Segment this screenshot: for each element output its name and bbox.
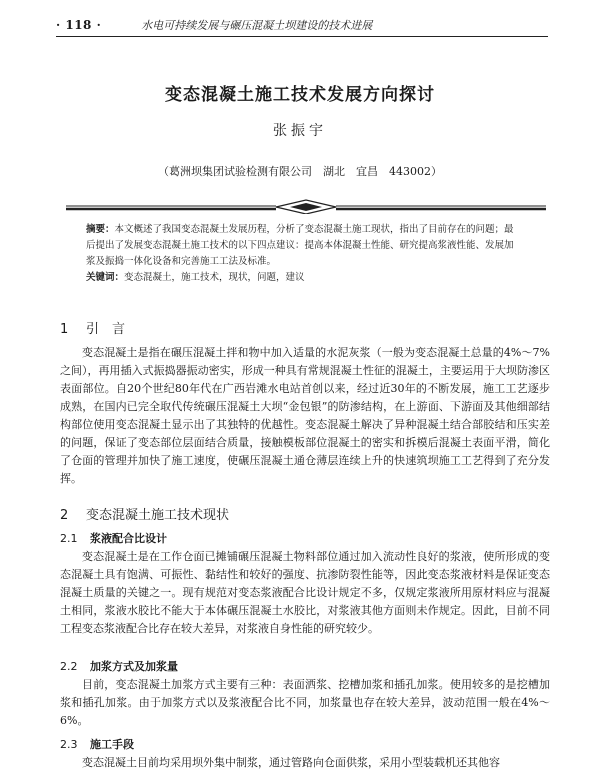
- subsection-heading: [60, 530, 167, 546]
- ornamental-divider: [66, 198, 546, 214]
- subsection-number: 2.3: [60, 738, 78, 751]
- subsection-heading: [60, 736, 134, 752]
- abstract: [86, 222, 522, 270]
- abstract-block: [86, 222, 522, 286]
- article-author: 张振宇: [273, 123, 327, 139]
- section-number: 2: [60, 508, 69, 523]
- subsection-paragraph: 变态混凝土目前均采用坝外集中制浆，通过管路向仓面供浆，采用小型装载机还其他容: [82, 756, 500, 769]
- header-rule: [56, 36, 548, 37]
- subsection-title: 施工手段: [90, 738, 134, 751]
- subsection-number: 2.2: [60, 660, 78, 673]
- article-title: 变态混凝土施工技术发展方向探讨: [165, 85, 435, 105]
- section-heading: [60, 318, 125, 337]
- subsection-heading: [60, 658, 178, 674]
- author-affiliation: （葛洲坝集团试验检测有限公司 湖北 宜昌 443002）: [158, 165, 442, 178]
- section-paragraph: 变态混凝土是指在碾压混凝土拌和物中加入适量的水泥灰浆（一般为变态混凝土总量的4%～7%之间），再用插入式振捣器振动密实，形成一种具有常规混凝土性征的混凝土，主要运用于大坝防渗区表面部位。自20个世纪80年代在广西岩滩水电站首创以来，经过近30年的不断发展，施工工艺逐步成熟，在国内已完全取代传统碾压混凝土大坝“金包银”的防渗结构，在上游面、下游面及其他细部结构部位使用变态混凝土显示出了其独特的优越性。变态混凝土解决了异种混凝土结合部胶结和压实差的问题，保证了变态部位层面结合质量，接触模板部位混凝土的密实和拆模后混凝土表面平滑，简化了仓面的管理并加快了施工速度，使碾压混凝土通仓薄层连续上升的快速筑坝施工工艺得到了充分发挥。: [60, 346, 550, 485]
- section-title: 引 言: [86, 322, 126, 337]
- section-heading: [60, 504, 229, 523]
- abstract-text: 本文概述了我国变态混凝土发展历程，分析了变态混凝土施工现状，指出了目前存在的问题；最后提出了发展变态混凝土施工技术的以下四点建议：提高本体混凝土性能、研究提高浆液性能、发展加浆及振捣一体化设备和完善施工工法及标准。: [86, 224, 514, 267]
- keywords: [86, 270, 522, 286]
- section-number: 1: [60, 322, 69, 337]
- running-header: [56, 14, 548, 36]
- subsection-title: 加浆方式及加浆量: [90, 660, 178, 673]
- subsection-paragraph: 目前，变态混凝土加浆方式主要有三种：表面洒浆、挖槽加浆和插孔加浆。使用较多的是挖槽加浆和插孔加浆。由于加浆方式以及浆液配合比不同，加浆量也存在较大差异，波动范围一般在4%～6%。: [60, 678, 550, 727]
- subsection-title: 浆液配合比设计: [90, 532, 167, 545]
- keywords-text: 变态混凝土，施工技术，现状，问题，建议: [124, 272, 305, 283]
- abstract-label: 摘要：: [86, 224, 115, 235]
- subsection-number: 2.1: [60, 532, 78, 545]
- keywords-label: 关键词：: [86, 272, 125, 283]
- journal-title: 水电可持续发展与碾压混凝土坝建设的技术进展: [141, 19, 373, 32]
- subsection-paragraph: 变态混凝土是在工作仓面已摊铺碾压混凝土物料部位通过加入流动性良好的浆液，使所形成的变态混凝土具有饱满、可振性、黏结性和较好的强度、抗渗防裂性能等，因此变态浆液材料是保证变态混凝土质量的关键之一。现有规范对变态浆液配合比设计规定不多，仅规定浆液所用原材料应与混凝土相同，浆液水胶比不能大于本体碾压混凝土水胶比，对浆液其他方面则未作规定。因此，目前不同工程变态浆液配合比存在较大差异，对浆液自身性能的研究较少。: [60, 550, 550, 635]
- section-title: 变态混凝土施工技术现状: [86, 508, 230, 523]
- page-number: · 118 ·: [56, 18, 102, 32]
